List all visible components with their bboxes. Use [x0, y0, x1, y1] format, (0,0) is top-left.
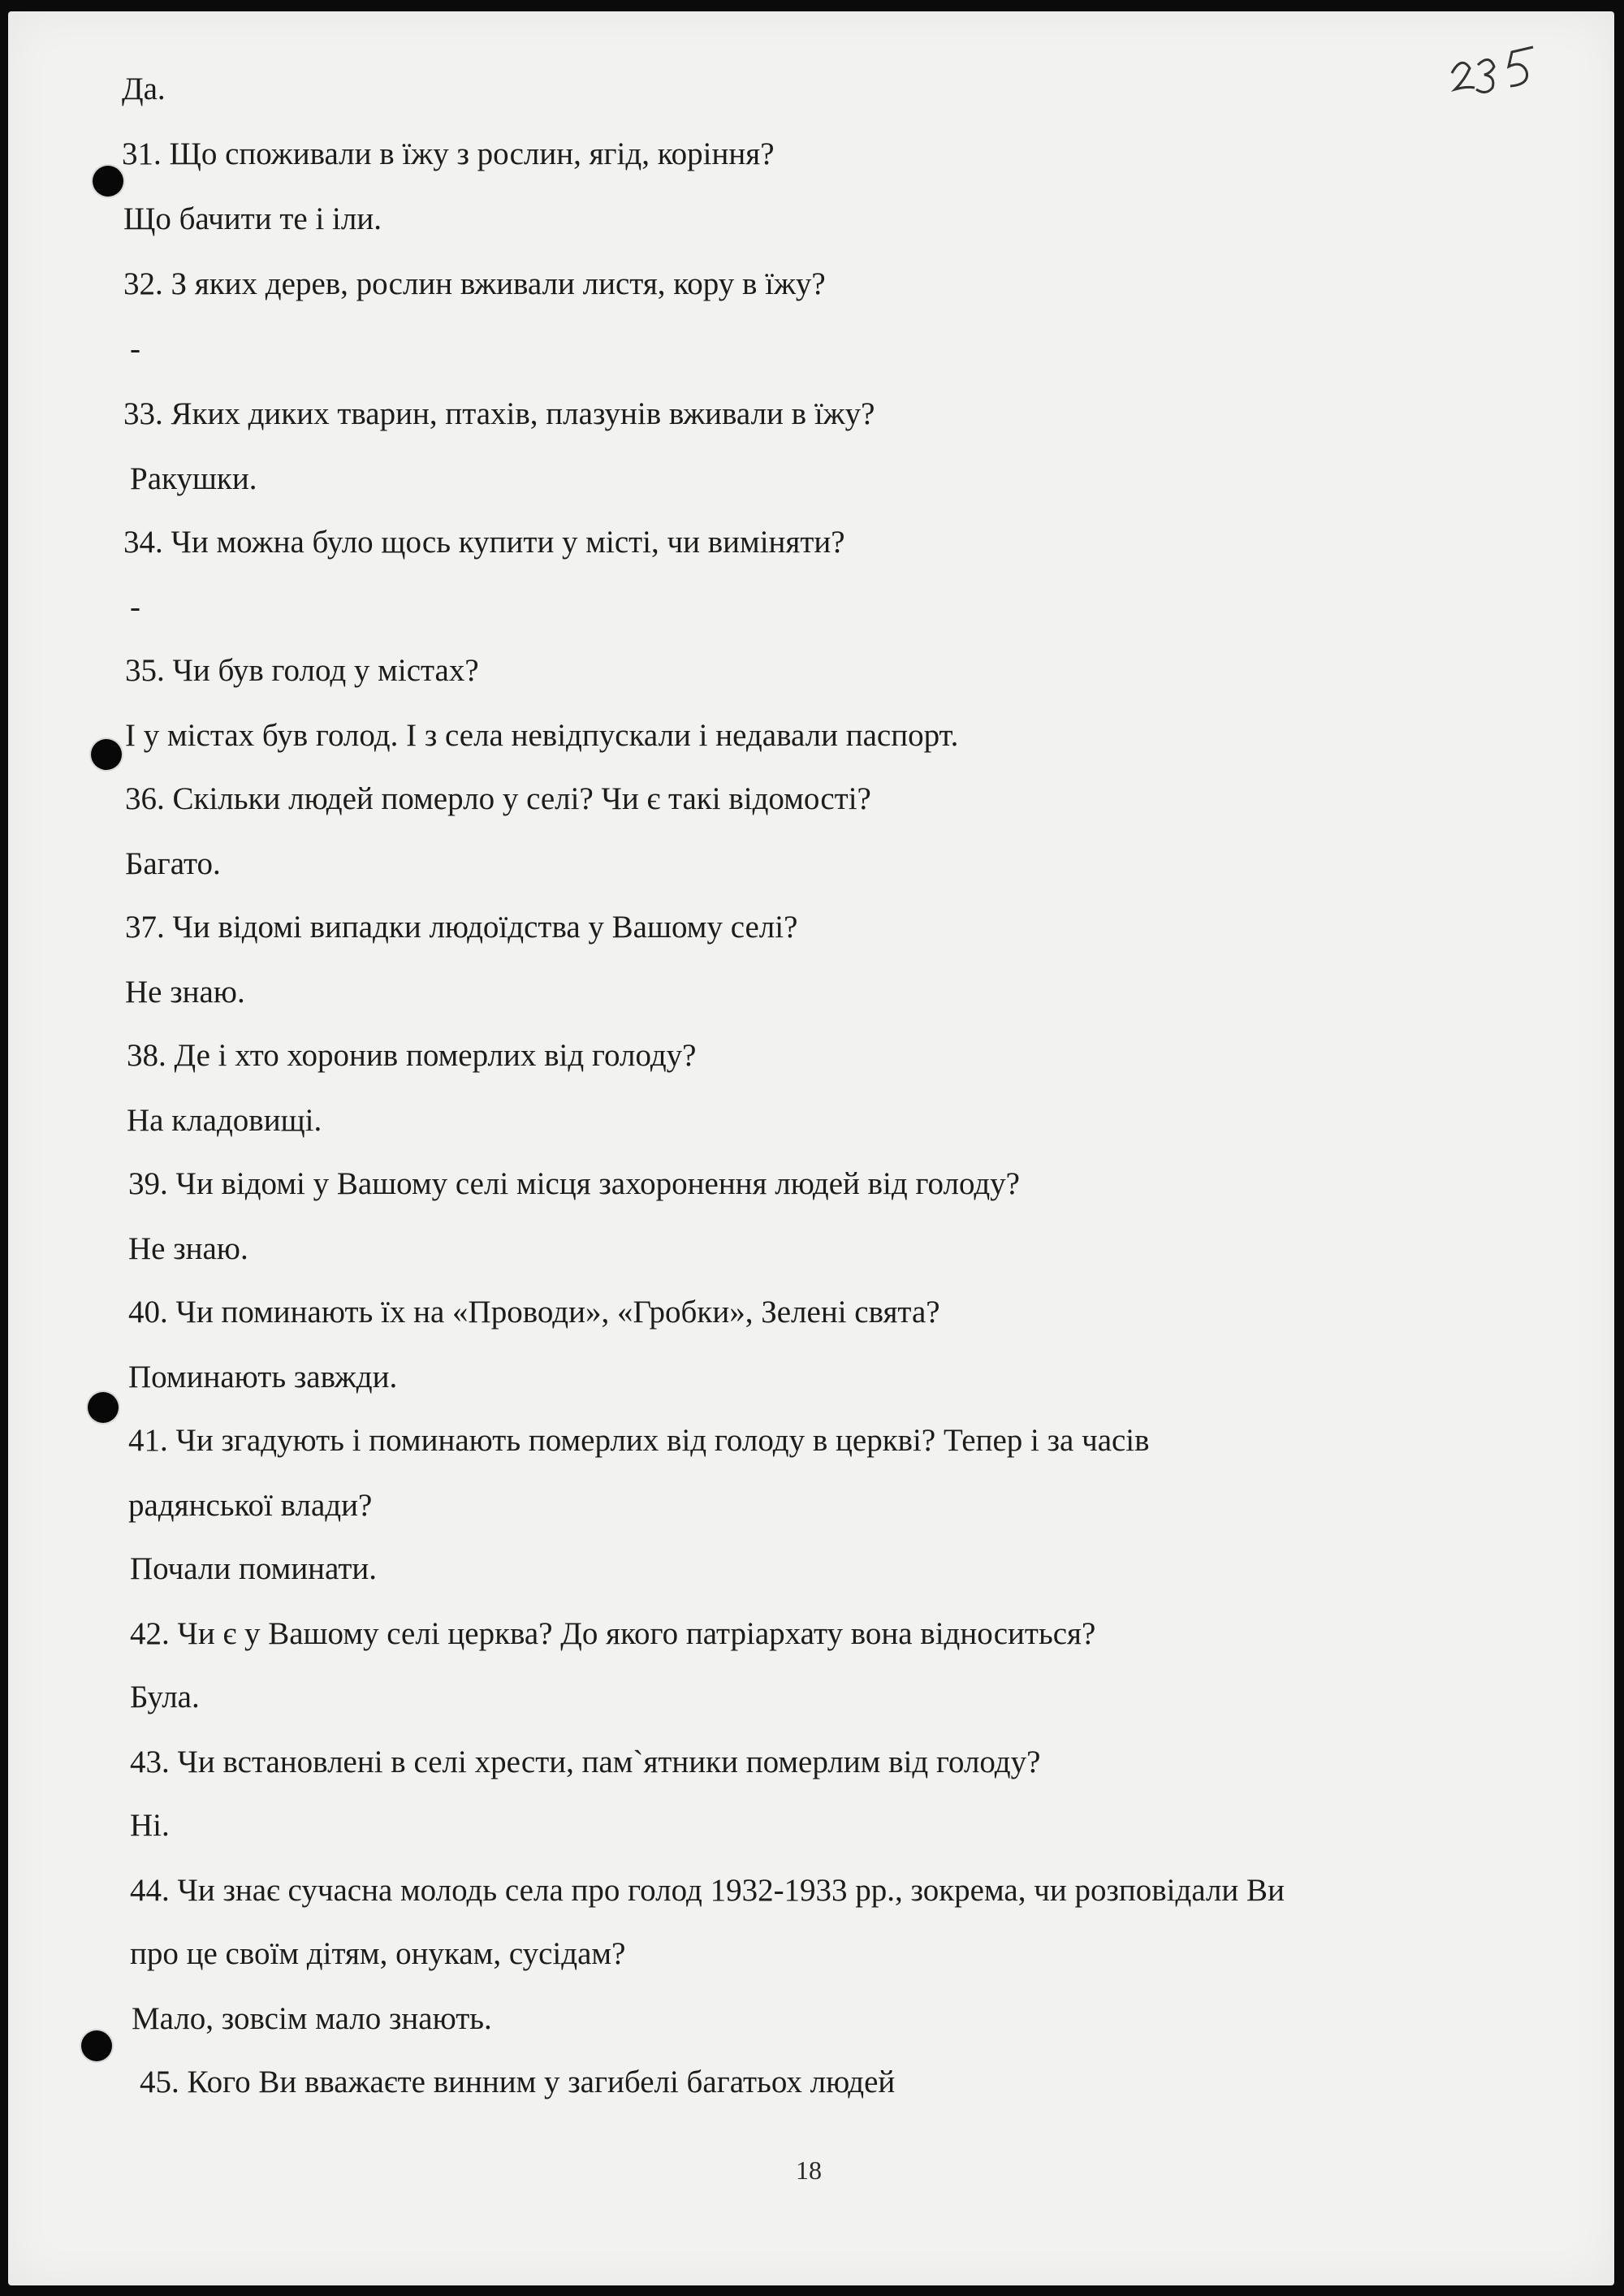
question-line: 35. Чи був голод у містах?: [125, 653, 479, 688]
punch-hole: [93, 166, 123, 197]
answer-line: Була.: [130, 1680, 200, 1714]
question-line: 40. Чи поминають їх на «Проводи», «Гробки», Зелені свята?: [128, 1295, 940, 1330]
answer-line: -: [130, 590, 140, 625]
punch-hole: [88, 1392, 119, 1423]
punch-hole: [91, 739, 122, 770]
question-line: 36. Скільки людей померло у селі? Чи є такі відомості?: [125, 781, 871, 816]
answer-line: Не знаю.: [125, 975, 245, 1010]
question-line: 39. Чи відомі у Вашому селі місця захоронення людей від голоду?: [128, 1166, 1020, 1201]
question-line: 41. Чи згадують і поминають померлих від голоду в церкві? Тепер і за часів: [128, 1423, 1150, 1458]
question-line: 45. Кого Ви вважаєте винним у загибелі багатьох людей: [140, 2065, 896, 2099]
answer-line: Багато.: [125, 846, 221, 881]
question-line: радянської влади?: [128, 1488, 373, 1523]
handwritten-archive-number: [1444, 41, 1541, 106]
question-line: 42. Чи є у Вашому селі церква? До якого патріархату вона відноситься?: [130, 1616, 1096, 1651]
answer-line: Ні.: [130, 1808, 170, 1843]
question-line: 43. Чи встановлені в селі хрести, пам`ятники померлим від голоду?: [130, 1745, 1041, 1779]
question-line: 38. Де і хто хоронив померлих від голоду?: [127, 1038, 697, 1073]
answer-line: Да.: [122, 71, 166, 106]
question-line: 34. Чи можна було щось купити у місті, чи виміняти?: [123, 525, 845, 560]
punch-hole: [81, 2030, 112, 2061]
answer-line: Не знаю.: [128, 1231, 248, 1266]
answer-line: -: [130, 331, 140, 366]
question-line: 32. З яких дерев, рослин вживали листя, кору в їжу?: [123, 266, 826, 301]
page-number: 18: [796, 2155, 822, 2185]
question-line: 31. Що споживали в їжу з рослин, ягід, коріння?: [122, 136, 775, 171]
question-line: 44. Чи знає сучасна молодь села про голод 1932-1933 рр., зокрема, чи розповідали Ви: [130, 1873, 1285, 1908]
question-line: 37. Чи відомі випадки людоїдства у Вашому селі?: [125, 910, 798, 945]
document-page: [8, 11, 1614, 2285]
question-line: 33. Яких диких тварин, птахів, плазунів вживали в їжу?: [123, 396, 875, 431]
answer-line: На кладовищі.: [127, 1103, 322, 1138]
question-line: про це своїм дітям, онукам, сусідам?: [130, 1936, 626, 1971]
answer-line: Ракушки.: [130, 461, 257, 496]
answer-line: Мало, зовсім мало знають.: [132, 2001, 492, 2036]
answer-line: Почали поминати.: [130, 1551, 378, 1586]
answer-line: Поминають завжди.: [128, 1360, 398, 1394]
answer-line: Що бачити те і іли.: [123, 201, 382, 236]
answer-line: І у містах був голод. І з села невідпускали і недавали паспорт.: [125, 718, 959, 753]
